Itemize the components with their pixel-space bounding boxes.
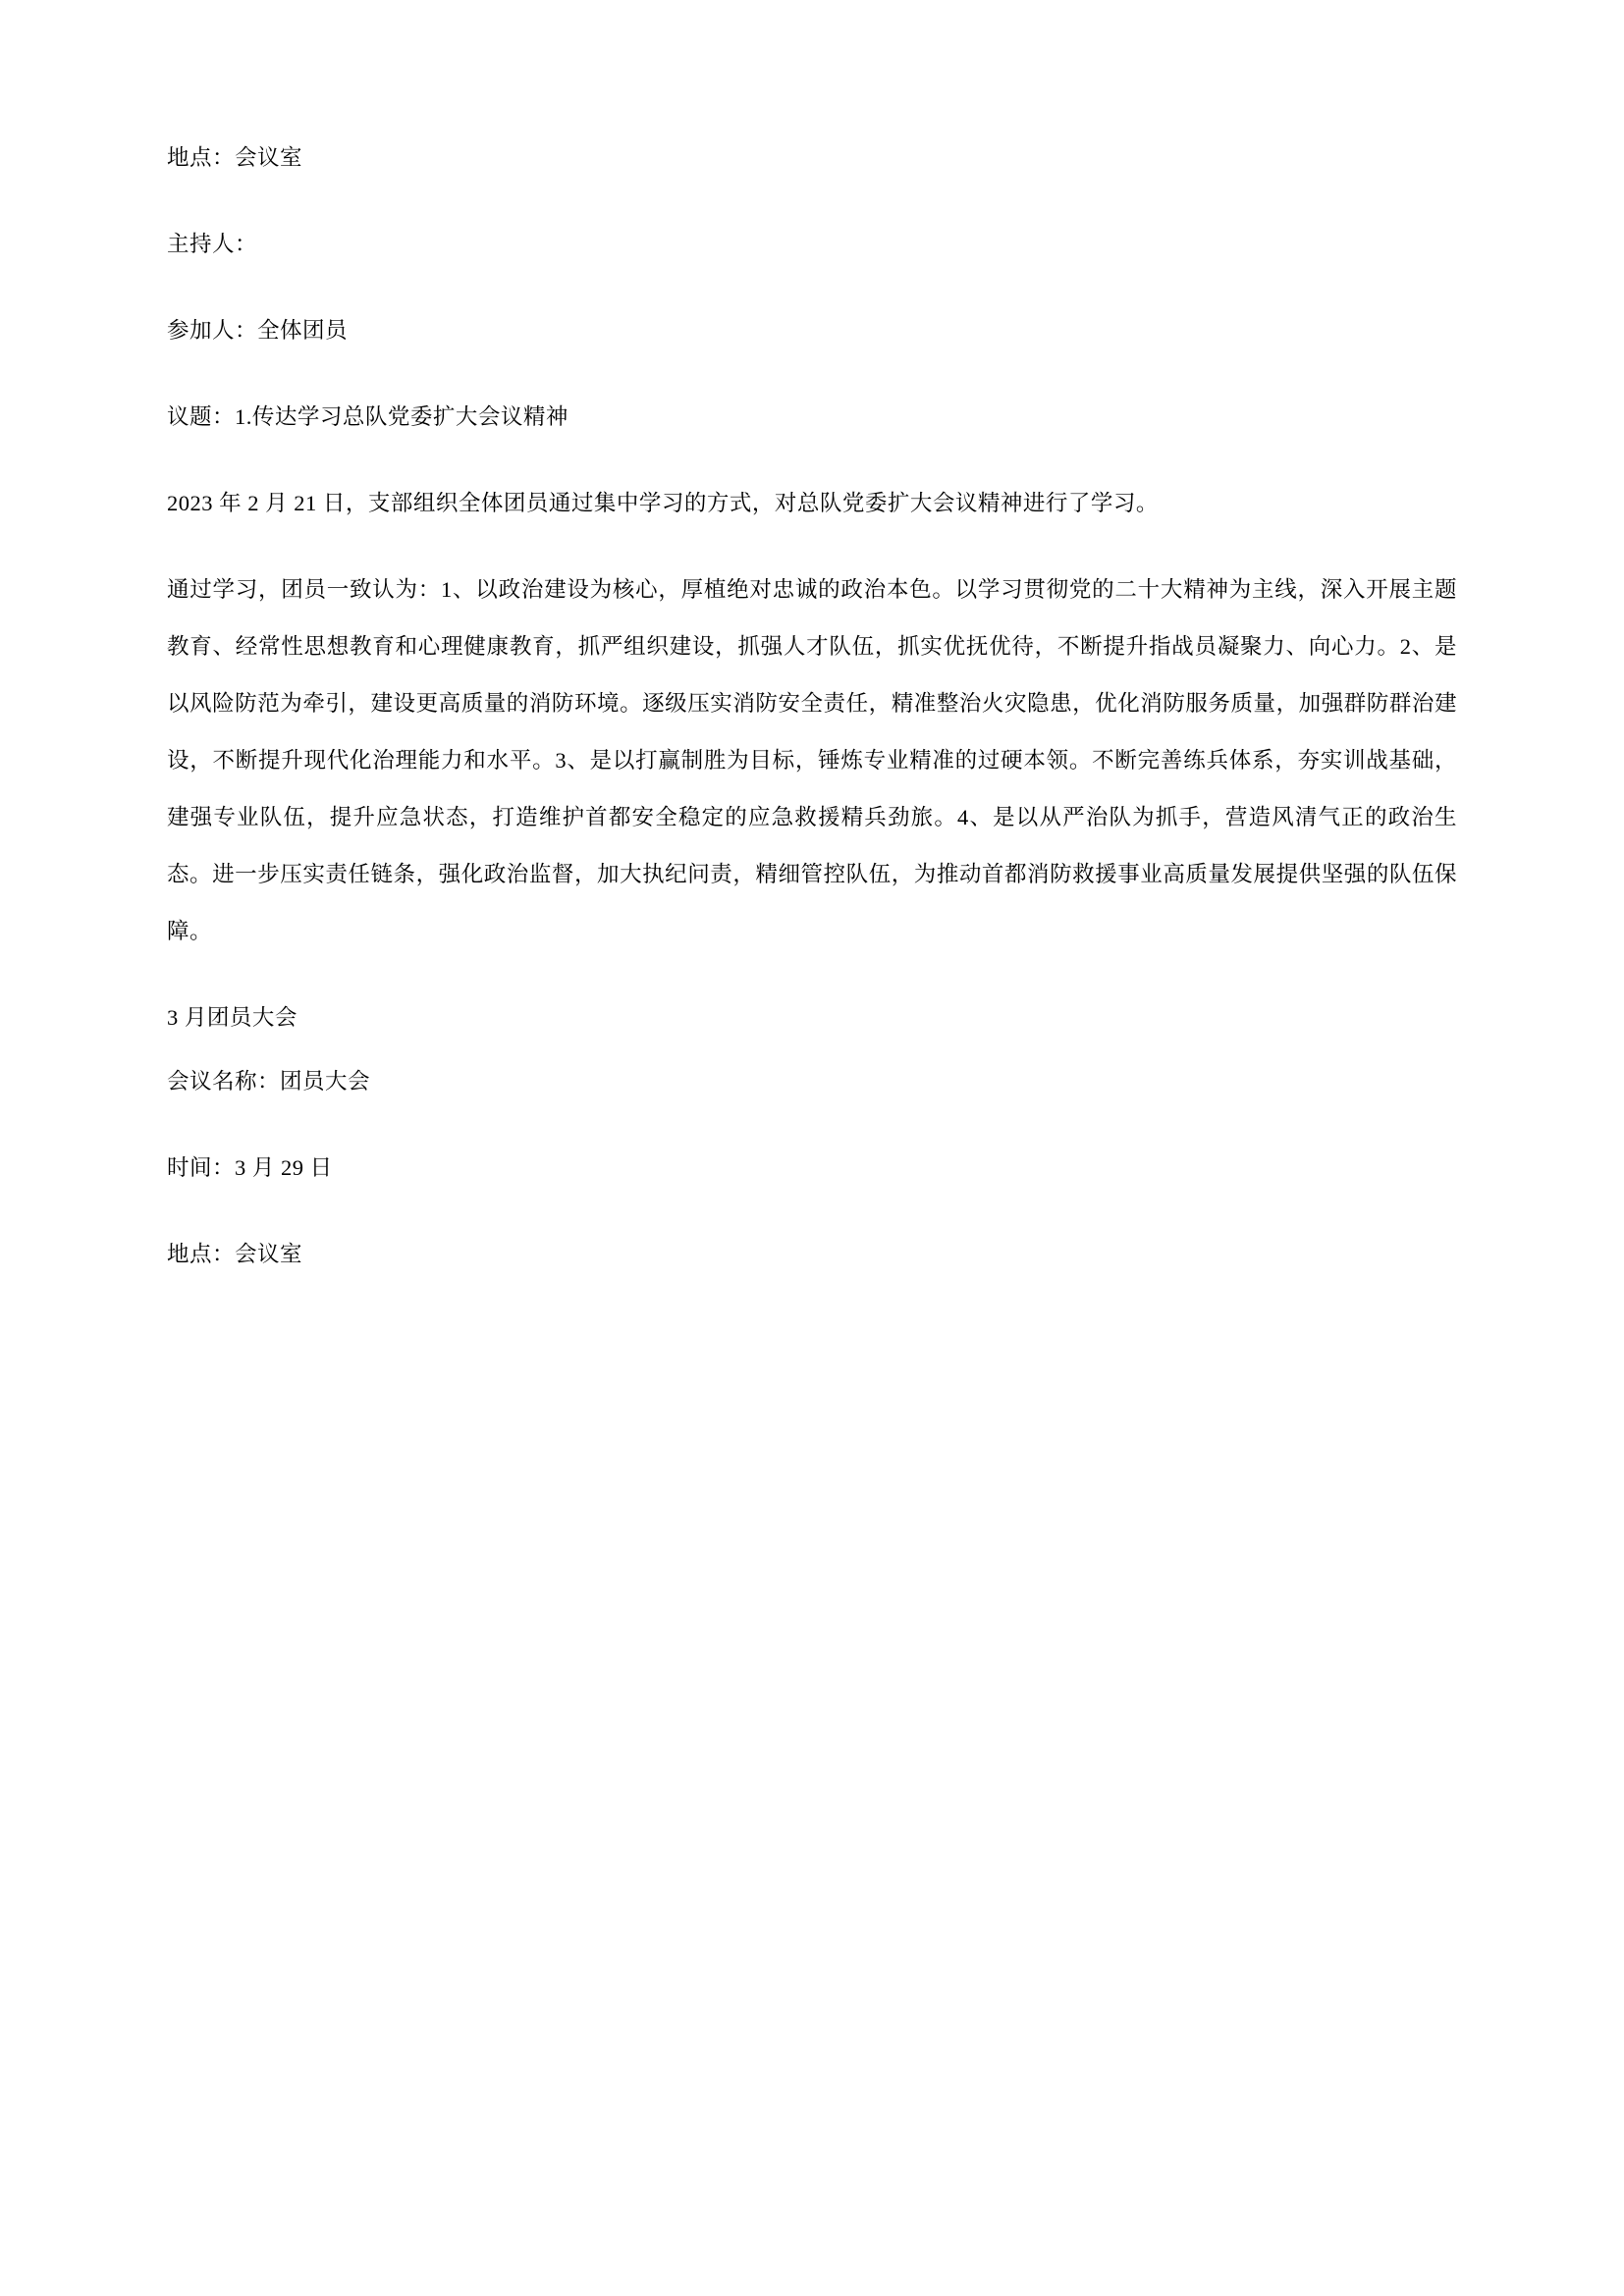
paragraph-host: 主持人： bbox=[167, 232, 258, 256]
paragraph-location-2: 地点：会议室 bbox=[167, 1242, 303, 1266]
paragraph-meeting-name: 会议名称：团员大会 bbox=[167, 1069, 371, 1094]
paragraph-topic: 议题：1.传达学习总队党委扩大会议精神 bbox=[167, 404, 568, 429]
paragraph-date-intro: 2023 年 2 月 21 日，支部组织全体团员通过集中学习的方式，对总队党委扩大会议精神进行了学习。 bbox=[167, 491, 1159, 515]
paragraph-section-title: 3 月团员大会 bbox=[167, 1005, 298, 1030]
paragraph-body: 通过学习，团员一致认为：1、以政治建设为核心，厚植绝对忠诚的政治本色。以学习贯彻党的二十大精神为主线，深入开展主题教育、经常性思想教育和心理健康教育，抓严组织建设，抓强人才队伍，抓实优抚优待，不断提升指战员凝聚力、向心力。2、是以风险防范为牵引，建设更高质量的消防环境。逐级压实消防安全责任，精准整治火灾隐患，优化消防服务质量，加强群防群治建设，不断提升现代化治理能力和水平。3、是以打赢制胜为目标，锤炼专业精准的过硬本领。不断完善练兵体系，夯实训战基础，建强专业队伍，提升应急状态，打造维护首都安全稳定的应急救援精兵劲旅。4、是以从严治队为抓手，营造风清气正的政治生态。进一步压实责任链条，强化政治监督，加大执纪问责，精细管控队伍，为推动首都消防救援事业高质量发展提供坚强的队伍保障。 bbox=[167, 577, 1457, 943]
paragraph-time: 时间：3 月 29 日 bbox=[167, 1155, 333, 1180]
paragraph-participants: 参加人：全体团员 bbox=[167, 318, 349, 343]
paragraph-location: 地点：会议室 bbox=[167, 145, 303, 170]
